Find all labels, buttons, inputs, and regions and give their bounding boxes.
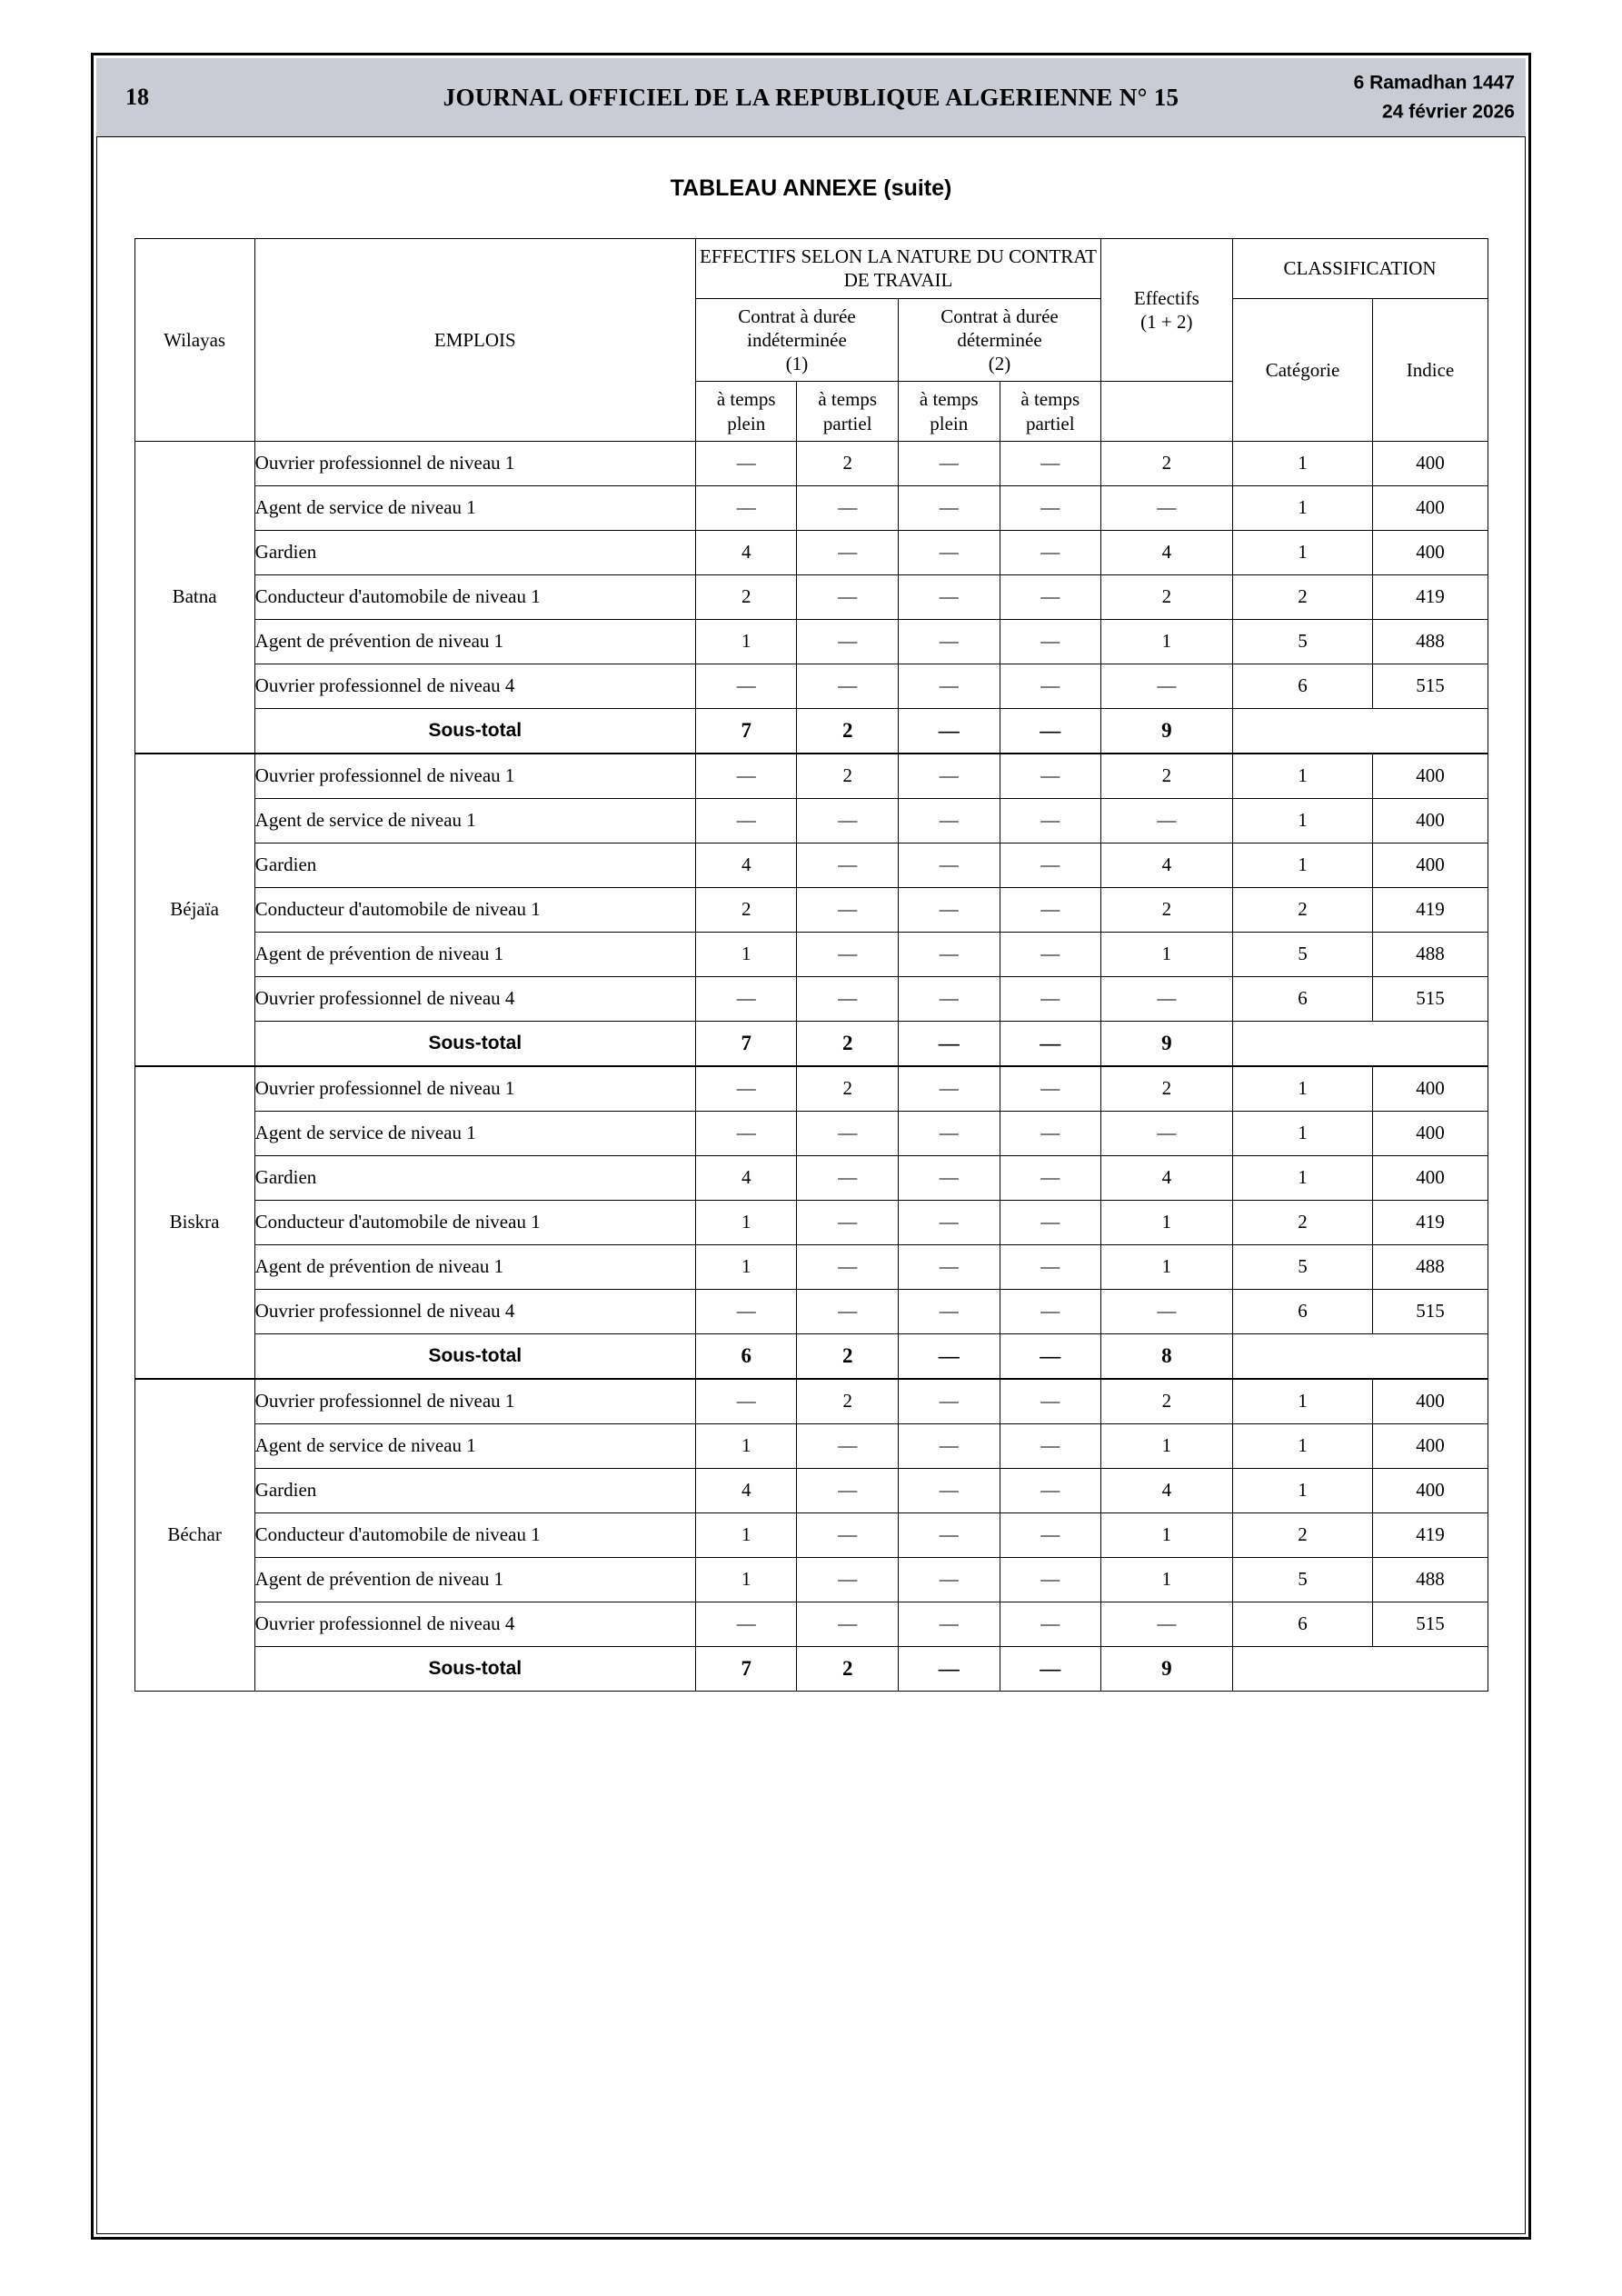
wilaya-cell: Biskra — [134, 1066, 254, 1379]
wilaya-cell: Béjaïa — [134, 754, 254, 1066]
col-header-cdd — [898, 298, 1100, 382]
cell-cdd-temps-plein: — — [898, 1512, 1000, 1557]
cell-emploi: Ouvrier professionnel de niveau 1 — [254, 441, 695, 485]
cell-cdi-temps-partiel: — — [797, 1111, 899, 1155]
cell-categorie: 5 — [1232, 619, 1373, 664]
cell-indice: 515 — [1373, 976, 1488, 1021]
cell-cdd-temps-plein: — — [898, 1244, 1000, 1289]
cell-indice: 400 — [1373, 1423, 1488, 1468]
cell-indice: 488 — [1373, 932, 1488, 976]
cell-cdi-temps-plein: 4 — [695, 843, 797, 887]
subtotal-cdd-temps-plein: — — [898, 1021, 1000, 1066]
cell-cdi-temps-partiel: — — [797, 619, 899, 664]
effectifs-total-line1: Effectifs — [1133, 286, 1199, 309]
page-content — [91, 58, 1531, 1692]
cell-effectifs-total: 2 — [1101, 754, 1233, 799]
cdi-partiel-line2: partiel — [822, 412, 872, 434]
cell-cdi-temps-plein: — — [695, 1111, 797, 1155]
table-row — [134, 1468, 1488, 1512]
subtotal-cdd-temps-plein: — — [898, 1646, 1000, 1691]
cell-effectifs-total: 2 — [1101, 887, 1233, 932]
table-row — [134, 754, 1488, 799]
cell-indice: 400 — [1373, 754, 1488, 799]
cell-cdd-temps-plein: — — [898, 1602, 1000, 1646]
cell-cdd-temps-partiel: — — [1000, 1244, 1101, 1289]
cell-cdd-temps-partiel: — — [1000, 619, 1101, 664]
cell-cdi-temps-partiel: — — [797, 1468, 899, 1512]
cdi-plein-line2: plein — [727, 412, 766, 434]
cell-cdi-temps-plein: 1 — [695, 1423, 797, 1468]
subtotal-effectifs-total: 8 — [1101, 1333, 1233, 1379]
table-row — [134, 1602, 1488, 1646]
cell-cdi-temps-partiel: — — [797, 530, 899, 574]
cell-indice: 515 — [1373, 1289, 1488, 1333]
cell-cdd-temps-plein: — — [898, 664, 1000, 708]
annex-table — [134, 238, 1488, 1692]
table-row — [134, 1557, 1488, 1602]
cell-indice: 400 — [1373, 485, 1488, 530]
cell-categorie: 1 — [1232, 1155, 1373, 1200]
cell-cdd-temps-plein: — — [898, 1379, 1000, 1424]
cell-categorie: 1 — [1232, 441, 1373, 485]
cell-categorie: 1 — [1232, 485, 1373, 530]
col-header-cdi-temps-plein — [695, 382, 797, 442]
cell-emploi: Gardien — [254, 530, 695, 574]
cell-cdi-temps-partiel: — — [797, 976, 899, 1021]
cell-cdi-temps-plein: — — [695, 798, 797, 843]
cell-categorie: 5 — [1232, 1244, 1373, 1289]
cell-categorie: 6 — [1232, 976, 1373, 1021]
subtotal-effectifs-total: 9 — [1101, 1646, 1233, 1691]
cell-effectifs-total: — — [1101, 1289, 1233, 1333]
cell-cdi-temps-partiel: 2 — [797, 1379, 899, 1424]
cell-categorie: 5 — [1232, 932, 1373, 976]
cell-categorie: 6 — [1232, 1289, 1373, 1333]
cell-categorie: 1 — [1232, 1066, 1373, 1112]
cell-cdd-temps-plein: — — [898, 530, 1000, 574]
cell-cdi-temps-partiel: — — [797, 574, 899, 619]
cell-cdd-temps-partiel: — — [1000, 1155, 1101, 1200]
cell-emploi: Ouvrier professionnel de niveau 4 — [254, 976, 695, 1021]
cell-cdi-temps-partiel: — — [797, 887, 899, 932]
table-row — [134, 1289, 1488, 1333]
cell-emploi: Ouvrier professionnel de niveau 4 — [254, 664, 695, 708]
cell-indice: 488 — [1373, 1244, 1488, 1289]
cell-cdi-temps-partiel: 2 — [797, 441, 899, 485]
cell-categorie: 1 — [1232, 754, 1373, 799]
cell-cdi-temps-plein: 1 — [695, 619, 797, 664]
cdd-line2: déterminée — [957, 328, 1042, 351]
cdi-line2: indéterminée — [747, 328, 847, 351]
cell-cdi-temps-partiel: — — [797, 1602, 899, 1646]
page-header — [96, 58, 1526, 137]
cell-indice: 488 — [1373, 1557, 1488, 1602]
cell-cdi-temps-plein: — — [695, 1289, 797, 1333]
cell-cdi-temps-plein: 4 — [695, 530, 797, 574]
effectifs-total-line2: (1 + 2) — [1140, 311, 1193, 334]
cell-cdi-temps-plein: — — [695, 976, 797, 1021]
cell-cdd-temps-plein: — — [898, 1200, 1000, 1244]
cell-cdd-temps-plein: — — [898, 976, 1000, 1021]
cell-effectifs-total: 1 — [1101, 1244, 1233, 1289]
cell-cdd-temps-partiel: — — [1000, 664, 1101, 708]
cell-categorie: 6 — [1232, 1602, 1373, 1646]
cell-cdd-temps-partiel: — — [1000, 441, 1101, 485]
cell-categorie: 2 — [1232, 1200, 1373, 1244]
table-row — [134, 1512, 1488, 1557]
cell-cdi-temps-partiel: — — [797, 664, 899, 708]
cdd-plein-line1: à temps — [919, 388, 979, 411]
subtotal-classification-blank — [1232, 1333, 1488, 1379]
cell-emploi: Ouvrier professionnel de niveau 4 — [254, 1289, 695, 1333]
subtotal-cdi-temps-plein: 7 — [695, 1646, 797, 1691]
subtotal-cdi-temps-partiel: 2 — [797, 1021, 899, 1066]
cell-indice: 400 — [1373, 798, 1488, 843]
cell-categorie: 1 — [1232, 530, 1373, 574]
subtotal-row — [134, 708, 1488, 754]
cell-cdd-temps-partiel: — — [1000, 1111, 1101, 1155]
cell-cdd-temps-partiel: — — [1000, 798, 1101, 843]
col-header-cdd-temps-plein — [898, 382, 1000, 442]
cell-cdd-temps-partiel: — — [1000, 1066, 1101, 1112]
cell-cdd-temps-plein: — — [898, 574, 1000, 619]
cell-effectifs-total: 2 — [1101, 441, 1233, 485]
cell-indice: 400 — [1373, 843, 1488, 887]
subtotal-cdi-temps-plein: 7 — [695, 708, 797, 754]
subtotal-cdd-temps-plein: — — [898, 1333, 1000, 1379]
cell-cdd-temps-plein: — — [898, 887, 1000, 932]
col-header-emplois: EMPLOIS — [254, 239, 695, 442]
table-row — [134, 1111, 1488, 1155]
date-hijri: 6 Ramadhan 1447 — [1353, 72, 1515, 94]
subtotal-classification-blank — [1232, 1646, 1488, 1691]
cell-emploi: Gardien — [254, 1468, 695, 1512]
subtotal-classification-blank — [1232, 708, 1488, 754]
cell-cdd-temps-partiel: — — [1000, 932, 1101, 976]
cell-indice: 515 — [1373, 1602, 1488, 1646]
cell-cdd-temps-plein: — — [898, 1289, 1000, 1333]
subtotal-classification-blank — [1232, 1021, 1488, 1066]
cell-categorie: 1 — [1232, 1468, 1373, 1512]
cell-cdi-temps-plein: 1 — [695, 932, 797, 976]
subtotal-cdd-temps-partiel: — — [1000, 708, 1101, 754]
cell-effectifs-total: 4 — [1101, 1155, 1233, 1200]
cell-cdi-temps-partiel: — — [797, 932, 899, 976]
cell-cdd-temps-partiel: — — [1000, 530, 1101, 574]
subtotal-row — [134, 1646, 1488, 1691]
cell-emploi: Ouvrier professionnel de niveau 1 — [254, 1379, 695, 1424]
cell-cdd-temps-partiel: — — [1000, 485, 1101, 530]
cell-effectifs-total: 4 — [1101, 1468, 1233, 1512]
subtotal-cdi-temps-partiel: 2 — [797, 1333, 899, 1379]
cell-cdd-temps-partiel: — — [1000, 1557, 1101, 1602]
cell-indice: 515 — [1373, 664, 1488, 708]
cell-effectifs-total: 1 — [1101, 1557, 1233, 1602]
cdd-partiel-line2: partiel — [1025, 412, 1075, 434]
table-row — [134, 843, 1488, 887]
subtotal-effectifs-total: 9 — [1101, 708, 1233, 754]
cell-cdi-temps-partiel: — — [797, 843, 899, 887]
subtotal-cdd-temps-plein: — — [898, 708, 1000, 754]
col-header-classification: CLASSIFICATION — [1232, 239, 1488, 299]
cell-emploi: Agent de service de niveau 1 — [254, 1423, 695, 1468]
cell-emploi: Agent de service de niveau 1 — [254, 798, 695, 843]
table-row — [134, 530, 1488, 574]
cdi-line1: Contrat à durée — [738, 304, 856, 327]
cell-cdd-temps-partiel: — — [1000, 574, 1101, 619]
cell-cdd-temps-partiel: — — [1000, 754, 1101, 799]
cell-categorie: 5 — [1232, 1557, 1373, 1602]
table-row — [134, 485, 1488, 530]
col-header-wilayas: Wilayas — [134, 239, 254, 442]
cell-effectifs-total: — — [1101, 798, 1233, 843]
subtotal-cdd-temps-partiel: — — [1000, 1333, 1101, 1379]
subtotal-label: Sous-total — [254, 1333, 695, 1379]
cell-emploi: Ouvrier professionnel de niveau 1 — [254, 754, 695, 799]
cell-indice: 488 — [1373, 619, 1488, 664]
cell-cdi-temps-plein: 1 — [695, 1512, 797, 1557]
cell-categorie: 6 — [1232, 664, 1373, 708]
cell-effectifs-total: — — [1101, 485, 1233, 530]
table-row — [134, 1423, 1488, 1468]
wilaya-cell: Batna — [134, 441, 254, 754]
cell-cdd-temps-partiel: — — [1000, 1468, 1101, 1512]
cell-emploi: Ouvrier professionnel de niveau 4 — [254, 1602, 695, 1646]
col-header-effectifs-nature: EFFECTIFS SELON LA NATURE DU CONTRAT DE TRAVAIL — [695, 239, 1100, 299]
cell-indice: 400 — [1373, 1111, 1488, 1155]
cell-categorie: 1 — [1232, 843, 1373, 887]
cell-effectifs-total: 1 — [1101, 619, 1233, 664]
col-header-cdi — [695, 298, 898, 382]
cell-cdd-temps-partiel: — — [1000, 843, 1101, 887]
table-row — [134, 1379, 1488, 1424]
cell-cdi-temps-plein: 4 — [695, 1468, 797, 1512]
page-number: 18 — [125, 84, 149, 110]
cell-cdi-temps-partiel: — — [797, 1289, 899, 1333]
table-row — [134, 664, 1488, 708]
cell-cdd-temps-plein: — — [898, 1111, 1000, 1155]
cell-cdi-temps-plein: 2 — [695, 574, 797, 619]
cell-cdd-temps-partiel: — — [1000, 1200, 1101, 1244]
cell-emploi: Agent de prévention de niveau 1 — [254, 1244, 695, 1289]
cell-cdi-temps-plein: — — [695, 485, 797, 530]
subtotal-cdi-temps-plein: 7 — [695, 1021, 797, 1066]
date-gregorian: 24 février 2026 — [1382, 101, 1515, 122]
cell-cdd-temps-plein: — — [898, 485, 1000, 530]
cell-emploi: Gardien — [254, 1155, 695, 1200]
cell-emploi: Agent de service de niveau 1 — [254, 485, 695, 530]
table-row — [134, 887, 1488, 932]
cell-cdi-temps-partiel: — — [797, 798, 899, 843]
cell-cdd-temps-plein: — — [898, 619, 1000, 664]
cell-effectifs-total: 1 — [1101, 932, 1233, 976]
cell-indice: 400 — [1373, 1468, 1488, 1512]
cell-cdd-temps-plein: — — [898, 754, 1000, 799]
table-row — [134, 574, 1488, 619]
cell-emploi: Conducteur d'automobile de niveau 1 — [254, 1512, 695, 1557]
cell-cdd-temps-plein: — — [898, 932, 1000, 976]
cdd-line1: Contrat à durée — [940, 304, 1059, 327]
cell-cdd-temps-plein: — — [898, 798, 1000, 843]
cell-emploi: Agent de service de niveau 1 — [254, 1111, 695, 1155]
cell-indice: 419 — [1373, 1512, 1488, 1557]
cdi-plein-line1: à temps — [716, 388, 776, 411]
cell-cdd-temps-plein: — — [898, 843, 1000, 887]
cell-effectifs-total: — — [1101, 664, 1233, 708]
cell-indice: 400 — [1373, 441, 1488, 485]
cell-cdi-temps-partiel: — — [797, 1244, 899, 1289]
cell-effectifs-total: 2 — [1101, 1066, 1233, 1112]
cell-effectifs-total: 2 — [1101, 1379, 1233, 1424]
cell-cdi-temps-plein: — — [695, 441, 797, 485]
col-header-categorie: Catégorie — [1232, 298, 1373, 441]
cell-indice: 419 — [1373, 574, 1488, 619]
cell-cdd-temps-partiel: — — [1000, 1379, 1101, 1424]
cell-cdd-temps-plein: — — [898, 1155, 1000, 1200]
cell-effectifs-total: — — [1101, 1111, 1233, 1155]
subtotal-label: Sous-total — [254, 708, 695, 754]
cell-emploi: Agent de prévention de niveau 1 — [254, 1557, 695, 1602]
cell-indice: 419 — [1373, 887, 1488, 932]
table-row — [134, 798, 1488, 843]
subtotal-label: Sous-total — [254, 1646, 695, 1691]
cell-cdi-temps-partiel: — — [797, 1423, 899, 1468]
col-header-cdd-temps-partiel — [1000, 382, 1101, 442]
cell-cdd-temps-partiel: — — [1000, 1423, 1101, 1468]
cell-cdd-temps-partiel: — — [1000, 976, 1101, 1021]
cell-cdi-temps-plein: — — [695, 754, 797, 799]
cell-cdd-temps-partiel: — — [1000, 1512, 1101, 1557]
cell-categorie: 2 — [1232, 1512, 1373, 1557]
cell-cdi-temps-partiel: — — [797, 1200, 899, 1244]
table-row — [134, 932, 1488, 976]
cell-cdi-temps-plein: — — [695, 1602, 797, 1646]
cdd-plein-line2: plein — [930, 412, 969, 434]
subtotal-cdi-temps-partiel: 2 — [797, 1646, 899, 1691]
cell-emploi: Gardien — [254, 843, 695, 887]
cell-cdd-temps-partiel: — — [1000, 1602, 1101, 1646]
col-header-indice: Indice — [1373, 298, 1488, 441]
cell-categorie: 2 — [1232, 574, 1373, 619]
table-row — [134, 1066, 1488, 1112]
cdi-line3: (1) — [785, 353, 809, 374]
cell-indice: 400 — [1373, 530, 1488, 574]
cell-effectifs-total: 1 — [1101, 1423, 1233, 1468]
cell-categorie: 1 — [1232, 1423, 1373, 1468]
cell-emploi: Agent de prévention de niveau 1 — [254, 619, 695, 664]
subtotal-row — [134, 1021, 1488, 1066]
table-row — [134, 1155, 1488, 1200]
cell-categorie: 1 — [1232, 1111, 1373, 1155]
cell-cdi-temps-partiel: — — [797, 1155, 899, 1200]
cell-effectifs-total: 4 — [1101, 530, 1233, 574]
table-body — [134, 441, 1488, 1691]
cell-cdi-temps-partiel: — — [797, 1512, 899, 1557]
cell-emploi: Conducteur d'automobile de niveau 1 — [254, 574, 695, 619]
header-dates — [1354, 69, 1515, 126]
table-row — [134, 1244, 1488, 1289]
subtotal-effectifs-total: 9 — [1101, 1021, 1233, 1066]
cell-effectifs-total: — — [1101, 976, 1233, 1021]
subtotal-row — [134, 1333, 1488, 1379]
cell-cdi-temps-partiel: — — [797, 1557, 899, 1602]
table-row — [134, 1200, 1488, 1244]
cell-cdi-temps-partiel: — — [797, 485, 899, 530]
cell-effectifs-total: 2 — [1101, 574, 1233, 619]
cell-cdd-temps-plein: — — [898, 1423, 1000, 1468]
cell-effectifs-total: 4 — [1101, 843, 1233, 887]
subtotal-cdi-temps-plein: 6 — [695, 1333, 797, 1379]
subtotal-cdi-temps-partiel: 2 — [797, 708, 899, 754]
cell-cdi-temps-plein: — — [695, 664, 797, 708]
cell-cdd-temps-plein: — — [898, 1468, 1000, 1512]
cell-effectifs-total: — — [1101, 1602, 1233, 1646]
cell-indice: 400 — [1373, 1066, 1488, 1112]
table-head — [134, 239, 1488, 442]
table-row — [134, 976, 1488, 1021]
cell-cdd-temps-partiel: — — [1000, 887, 1101, 932]
subtotal-label: Sous-total — [254, 1021, 695, 1066]
cell-cdi-temps-partiel: 2 — [797, 754, 899, 799]
cell-cdi-temps-plein: 4 — [695, 1155, 797, 1200]
cdd-line3: (2) — [988, 353, 1011, 374]
cell-indice: 400 — [1373, 1155, 1488, 1200]
wilaya-cell: Béchar — [134, 1379, 254, 1692]
cell-cdd-temps-partiel: — — [1000, 1289, 1101, 1333]
cdi-partiel-line1: à temps — [818, 388, 878, 411]
subtotal-cdd-temps-partiel: — — [1000, 1021, 1101, 1066]
cell-cdi-temps-plein: — — [695, 1066, 797, 1112]
col-header-cdi-temps-partiel — [797, 382, 899, 442]
cell-emploi: Agent de prévention de niveau 1 — [254, 932, 695, 976]
subtotal-cdd-temps-partiel: — — [1000, 1646, 1101, 1691]
cell-cdi-temps-plein: — — [695, 1379, 797, 1424]
cell-cdd-temps-plein: — — [898, 1066, 1000, 1112]
table-row — [134, 441, 1488, 485]
cell-categorie: 2 — [1232, 887, 1373, 932]
table-row — [134, 619, 1488, 664]
cell-cdi-temps-plein: 1 — [695, 1244, 797, 1289]
cell-effectifs-total: 1 — [1101, 1512, 1233, 1557]
cell-cdd-temps-plein: — — [898, 1557, 1000, 1602]
cell-cdi-temps-plein: 2 — [695, 887, 797, 932]
cdd-partiel-line1: à temps — [1020, 388, 1080, 411]
cell-emploi: Conducteur d'automobile de niveau 1 — [254, 887, 695, 932]
cell-cdi-temps-plein: 1 — [695, 1557, 797, 1602]
table-caption: TABLEAU ANNEXE (suite) — [670, 175, 952, 201]
cell-cdd-temps-plein: — — [898, 441, 1000, 485]
cell-effectifs-total: 1 — [1101, 1200, 1233, 1244]
cell-indice: 419 — [1373, 1200, 1488, 1244]
cell-indice: 400 — [1373, 1379, 1488, 1424]
cell-cdi-temps-plein: 1 — [695, 1200, 797, 1244]
col-header-effectifs-total — [1101, 239, 1233, 382]
cell-emploi: Ouvrier professionnel de niveau 1 — [254, 1066, 695, 1112]
cell-emploi: Conducteur d'automobile de niveau 1 — [254, 1200, 695, 1244]
cell-categorie: 1 — [1232, 1379, 1373, 1424]
journal-title: JOURNAL OFFICIEL DE LA REPUBLIQUE ALGERIENNE N° 15 — [443, 83, 1179, 111]
cell-cdi-temps-partiel: 2 — [797, 1066, 899, 1112]
cell-categorie: 1 — [1232, 798, 1373, 843]
